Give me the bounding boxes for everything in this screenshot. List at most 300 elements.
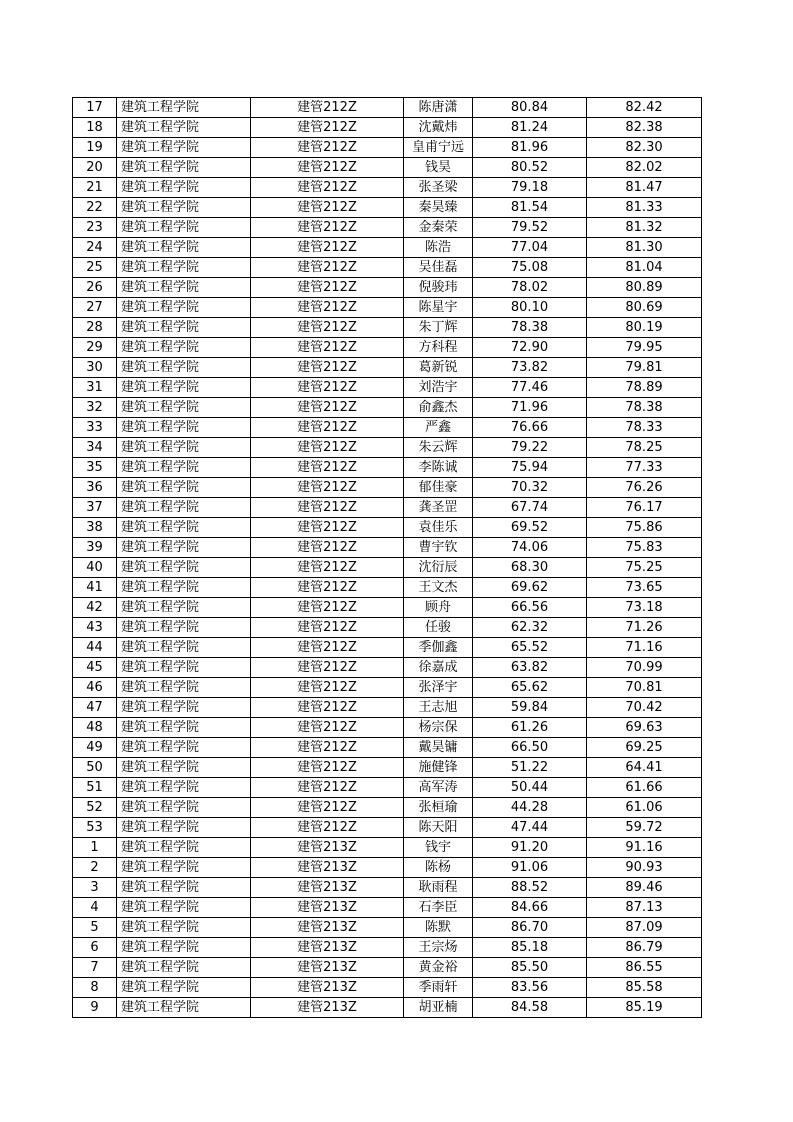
class-cell: 建管212Z — [251, 418, 404, 438]
table-row — [73, 858, 702, 878]
total-score-cell: 81.47 — [587, 178, 702, 198]
college-cell: 建筑工程学院 — [117, 778, 251, 798]
student-name-cell: 石李臣 — [404, 898, 473, 918]
college-cell: 建筑工程学院 — [117, 398, 251, 418]
class-cell: 建管212Z — [251, 318, 404, 338]
class-cell: 建管213Z — [251, 938, 404, 958]
student-name-cell: 陈唐潇 — [404, 98, 473, 118]
college-cell: 建筑工程学院 — [117, 658, 251, 678]
total-score-cell: 61.06 — [587, 798, 702, 818]
total-score-cell: 75.83 — [587, 538, 702, 558]
rank-cell: 25 — [73, 258, 117, 278]
class-cell: 建管212Z — [251, 818, 404, 838]
score-cell: 77.04 — [473, 238, 587, 258]
college-cell: 建筑工程学院 — [117, 458, 251, 478]
rank-cell: 53 — [73, 818, 117, 838]
table-row — [73, 158, 702, 178]
total-score-cell: 61.66 — [587, 778, 702, 798]
rank-cell: 38 — [73, 518, 117, 538]
class-cell: 建管212Z — [251, 718, 404, 738]
college-cell: 建筑工程学院 — [117, 918, 251, 938]
rank-cell: 49 — [73, 738, 117, 758]
score-cell: 75.94 — [473, 458, 587, 478]
table-row — [73, 198, 702, 218]
class-cell: 建管212Z — [251, 638, 404, 658]
rank-cell: 18 — [73, 118, 117, 138]
college-cell: 建筑工程学院 — [117, 478, 251, 498]
student-name-cell: 黄金裕 — [404, 958, 473, 978]
table-row — [73, 938, 702, 958]
score-cell: 85.18 — [473, 938, 587, 958]
rank-cell: 44 — [73, 638, 117, 658]
score-cell: 66.50 — [473, 738, 587, 758]
college-cell: 建筑工程学院 — [117, 138, 251, 158]
table-row — [73, 258, 702, 278]
rank-cell: 20 — [73, 158, 117, 178]
score-cell: 81.96 — [473, 138, 587, 158]
student-name-cell: 葛新锐 — [404, 358, 473, 378]
score-cell: 88.52 — [473, 878, 587, 898]
college-cell: 建筑工程学院 — [117, 518, 251, 538]
class-cell: 建管213Z — [251, 878, 404, 898]
college-cell: 建筑工程学院 — [117, 838, 251, 858]
score-cell: 75.08 — [473, 258, 587, 278]
score-cell: 84.58 — [473, 998, 587, 1018]
score-cell: 86.70 — [473, 918, 587, 938]
college-cell: 建筑工程学院 — [117, 178, 251, 198]
total-score-cell: 71.26 — [587, 618, 702, 638]
class-cell: 建管212Z — [251, 138, 404, 158]
class-cell: 建管212Z — [251, 398, 404, 418]
class-cell: 建管212Z — [251, 658, 404, 678]
student-name-cell: 王志旭 — [404, 698, 473, 718]
rank-cell: 34 — [73, 438, 117, 458]
score-cell: 85.50 — [473, 958, 587, 978]
class-cell: 建管213Z — [251, 858, 404, 878]
rank-cell: 5 — [73, 918, 117, 938]
class-cell: 建管213Z — [251, 998, 404, 1018]
table-row — [73, 218, 702, 238]
total-score-cell: 81.30 — [587, 238, 702, 258]
college-cell: 建筑工程学院 — [117, 418, 251, 438]
score-cell: 65.62 — [473, 678, 587, 698]
class-cell: 建管212Z — [251, 798, 404, 818]
table-row — [73, 738, 702, 758]
rank-cell: 23 — [73, 218, 117, 238]
class-cell: 建管212Z — [251, 198, 404, 218]
score-cell: 50.44 — [473, 778, 587, 798]
college-cell: 建筑工程学院 — [117, 198, 251, 218]
class-cell: 建管213Z — [251, 978, 404, 998]
rank-cell: 26 — [73, 278, 117, 298]
college-cell: 建筑工程学院 — [117, 258, 251, 278]
table-row — [73, 378, 702, 398]
student-name-cell: 高军涛 — [404, 778, 473, 798]
college-cell: 建筑工程学院 — [117, 818, 251, 838]
table-row — [73, 798, 702, 818]
rank-cell: 31 — [73, 378, 117, 398]
score-cell: 70.32 — [473, 478, 587, 498]
student-name-cell: 曹宇钦 — [404, 538, 473, 558]
table-row — [73, 438, 702, 458]
table-row — [73, 998, 702, 1018]
rank-cell: 6 — [73, 938, 117, 958]
college-cell: 建筑工程学院 — [117, 558, 251, 578]
class-cell: 建管212Z — [251, 158, 404, 178]
class-cell: 建管212Z — [251, 478, 404, 498]
rank-cell: 45 — [73, 658, 117, 678]
total-score-cell: 59.72 — [587, 818, 702, 838]
college-cell: 建筑工程学院 — [117, 118, 251, 138]
class-cell: 建管212Z — [251, 378, 404, 398]
total-score-cell: 69.25 — [587, 738, 702, 758]
score-cell: 76.66 — [473, 418, 587, 438]
total-score-cell: 78.89 — [587, 378, 702, 398]
rank-cell: 41 — [73, 578, 117, 598]
college-cell: 建筑工程学院 — [117, 738, 251, 758]
table-row — [73, 398, 702, 418]
score-cell: 47.44 — [473, 818, 587, 838]
student-name-cell: 钱昊 — [404, 158, 473, 178]
student-name-cell: 陈默 — [404, 918, 473, 938]
class-cell: 建管212Z — [251, 238, 404, 258]
rank-cell: 4 — [73, 898, 117, 918]
total-score-cell: 82.30 — [587, 138, 702, 158]
college-cell: 建筑工程学院 — [117, 698, 251, 718]
rank-cell: 36 — [73, 478, 117, 498]
total-score-cell: 82.38 — [587, 118, 702, 138]
score-cell: 77.46 — [473, 378, 587, 398]
table-row — [73, 478, 702, 498]
rank-cell: 27 — [73, 298, 117, 318]
score-cell: 80.84 — [473, 98, 587, 118]
student-name-cell: 刘浩宇 — [404, 378, 473, 398]
class-cell: 建管212Z — [251, 758, 404, 778]
student-name-cell: 戴昊镛 — [404, 738, 473, 758]
student-name-cell: 朱云辉 — [404, 438, 473, 458]
class-cell: 建管213Z — [251, 898, 404, 918]
score-cell: 69.52 — [473, 518, 587, 538]
table-row — [73, 978, 702, 998]
college-cell: 建筑工程学院 — [117, 298, 251, 318]
rank-cell: 17 — [73, 98, 117, 118]
rank-cell: 9 — [73, 998, 117, 1018]
rank-cell: 29 — [73, 338, 117, 358]
class-cell: 建管212Z — [251, 698, 404, 718]
table-row — [73, 558, 702, 578]
total-score-cell: 80.89 — [587, 278, 702, 298]
student-name-cell: 徐嘉成 — [404, 658, 473, 678]
college-cell: 建筑工程学院 — [117, 318, 251, 338]
student-name-cell: 沈衍辰 — [404, 558, 473, 578]
college-cell: 建筑工程学院 — [117, 158, 251, 178]
total-score-cell: 87.13 — [587, 898, 702, 918]
table-row — [73, 98, 702, 118]
total-score-cell: 70.99 — [587, 658, 702, 678]
total-score-cell: 86.79 — [587, 938, 702, 958]
college-cell: 建筑工程学院 — [117, 358, 251, 378]
total-score-cell: 70.81 — [587, 678, 702, 698]
table-row — [73, 538, 702, 558]
table-row — [73, 898, 702, 918]
table-row — [73, 458, 702, 478]
student-name-cell: 吴佳磊 — [404, 258, 473, 278]
rank-cell: 30 — [73, 358, 117, 378]
class-cell: 建管212Z — [251, 218, 404, 238]
class-cell: 建管212Z — [251, 778, 404, 798]
score-cell: 44.28 — [473, 798, 587, 818]
rank-cell: 33 — [73, 418, 117, 438]
total-score-cell: 69.63 — [587, 718, 702, 738]
class-cell: 建管212Z — [251, 358, 404, 378]
student-name-cell: 陈杨 — [404, 858, 473, 878]
college-cell: 建筑工程学院 — [117, 598, 251, 618]
score-cell: 68.30 — [473, 558, 587, 578]
total-score-cell: 85.58 — [587, 978, 702, 998]
score-cell: 81.24 — [473, 118, 587, 138]
student-name-cell: 倪骏玮 — [404, 278, 473, 298]
class-cell: 建管212Z — [251, 298, 404, 318]
class-cell: 建管212Z — [251, 518, 404, 538]
student-name-cell: 杨宗保 — [404, 718, 473, 738]
total-score-cell: 81.33 — [587, 198, 702, 218]
rank-cell: 21 — [73, 178, 117, 198]
college-cell: 建筑工程学院 — [117, 878, 251, 898]
total-score-cell: 78.38 — [587, 398, 702, 418]
student-name-cell: 王宗炀 — [404, 938, 473, 958]
rank-cell: 19 — [73, 138, 117, 158]
table-row — [73, 778, 702, 798]
class-cell: 建管212Z — [251, 498, 404, 518]
total-score-cell: 73.18 — [587, 598, 702, 618]
college-cell: 建筑工程学院 — [117, 618, 251, 638]
class-cell: 建管212Z — [251, 618, 404, 638]
table-row — [73, 178, 702, 198]
total-score-cell: 80.69 — [587, 298, 702, 318]
student-name-cell: 顾舟 — [404, 598, 473, 618]
score-cell: 79.52 — [473, 218, 587, 238]
table-row — [73, 878, 702, 898]
score-cell: 63.82 — [473, 658, 587, 678]
rank-cell: 46 — [73, 678, 117, 698]
student-name-cell: 朱丁辉 — [404, 318, 473, 338]
student-name-cell: 龚圣罡 — [404, 498, 473, 518]
student-name-cell: 皇甫宁远 — [404, 138, 473, 158]
total-score-cell: 76.17 — [587, 498, 702, 518]
student-name-cell: 李陈诚 — [404, 458, 473, 478]
total-score-cell: 71.16 — [587, 638, 702, 658]
score-table-body — [73, 98, 702, 1018]
rank-cell: 40 — [73, 558, 117, 578]
table-row — [73, 118, 702, 138]
table-row — [73, 658, 702, 678]
total-score-cell: 81.32 — [587, 218, 702, 238]
rank-cell: 3 — [73, 878, 117, 898]
college-cell: 建筑工程学院 — [117, 898, 251, 918]
rank-cell: 39 — [73, 538, 117, 558]
rank-cell: 1 — [73, 838, 117, 858]
student-name-cell: 陈天阳 — [404, 818, 473, 838]
student-name-cell: 任骏 — [404, 618, 473, 638]
rank-cell: 22 — [73, 198, 117, 218]
total-score-cell: 76.26 — [587, 478, 702, 498]
college-cell: 建筑工程学院 — [117, 278, 251, 298]
college-cell: 建筑工程学院 — [117, 798, 251, 818]
table-row — [73, 358, 702, 378]
total-score-cell: 78.33 — [587, 418, 702, 438]
student-name-cell: 季伽鑫 — [404, 638, 473, 658]
rank-cell: 8 — [73, 978, 117, 998]
rank-cell: 47 — [73, 698, 117, 718]
score-cell: 65.52 — [473, 638, 587, 658]
table-row — [73, 578, 702, 598]
table-row — [73, 298, 702, 318]
score-cell: 78.38 — [473, 318, 587, 338]
class-cell: 建管213Z — [251, 838, 404, 858]
student-name-cell: 张泽宇 — [404, 678, 473, 698]
class-cell: 建管212Z — [251, 178, 404, 198]
student-name-cell: 耿雨程 — [404, 878, 473, 898]
college-cell: 建筑工程学院 — [117, 218, 251, 238]
college-cell: 建筑工程学院 — [117, 978, 251, 998]
score-cell: 62.32 — [473, 618, 587, 638]
table-row — [73, 818, 702, 838]
student-name-cell: 俞鑫杰 — [404, 398, 473, 418]
table-row — [73, 318, 702, 338]
rank-cell: 42 — [73, 598, 117, 618]
total-score-cell: 73.65 — [587, 578, 702, 598]
table-row — [73, 498, 702, 518]
student-name-cell: 袁佳乐 — [404, 518, 473, 538]
rank-cell: 52 — [73, 798, 117, 818]
student-name-cell: 郁佳豪 — [404, 478, 473, 498]
student-name-cell: 方科程 — [404, 338, 473, 358]
college-cell: 建筑工程学院 — [117, 758, 251, 778]
total-score-cell: 86.55 — [587, 958, 702, 978]
college-cell: 建筑工程学院 — [117, 998, 251, 1018]
table-row — [73, 838, 702, 858]
college-cell: 建筑工程学院 — [117, 538, 251, 558]
score-cell: 74.06 — [473, 538, 587, 558]
score-cell: 66.56 — [473, 598, 587, 618]
rank-cell: 32 — [73, 398, 117, 418]
score-cell: 78.02 — [473, 278, 587, 298]
total-score-cell: 87.09 — [587, 918, 702, 938]
rank-cell: 51 — [73, 778, 117, 798]
total-score-cell: 79.81 — [587, 358, 702, 378]
student-name-cell: 张圣梁 — [404, 178, 473, 198]
class-cell: 建管212Z — [251, 98, 404, 118]
table-row — [73, 618, 702, 638]
college-cell: 建筑工程学院 — [117, 678, 251, 698]
table-row — [73, 638, 702, 658]
total-score-cell: 82.02 — [587, 158, 702, 178]
total-score-cell: 82.42 — [587, 98, 702, 118]
score-cell: 91.06 — [473, 858, 587, 878]
total-score-cell: 80.19 — [587, 318, 702, 338]
score-cell: 73.82 — [473, 358, 587, 378]
total-score-cell: 78.25 — [587, 438, 702, 458]
student-name-cell: 严鑫 — [404, 418, 473, 438]
class-cell: 建管212Z — [251, 678, 404, 698]
college-cell: 建筑工程学院 — [117, 858, 251, 878]
score-cell: 79.18 — [473, 178, 587, 198]
student-name-cell: 沈戴炜 — [404, 118, 473, 138]
rank-cell: 28 — [73, 318, 117, 338]
college-cell: 建筑工程学院 — [117, 378, 251, 398]
student-name-cell: 胡亚楠 — [404, 998, 473, 1018]
total-score-cell: 89.46 — [587, 878, 702, 898]
class-cell: 建管212Z — [251, 738, 404, 758]
total-score-cell: 91.16 — [587, 838, 702, 858]
student-name-cell: 季雨轩 — [404, 978, 473, 998]
class-cell: 建管213Z — [251, 958, 404, 978]
class-cell: 建管212Z — [251, 338, 404, 358]
score-table — [72, 97, 702, 1018]
table-row — [73, 338, 702, 358]
table-row — [73, 698, 702, 718]
class-cell: 建管213Z — [251, 918, 404, 938]
total-score-cell: 75.86 — [587, 518, 702, 538]
total-score-cell: 64.41 — [587, 758, 702, 778]
total-score-cell: 75.25 — [587, 558, 702, 578]
student-name-cell: 王文杰 — [404, 578, 473, 598]
table-row — [73, 598, 702, 618]
table-row — [73, 518, 702, 538]
score-cell: 80.10 — [473, 298, 587, 318]
class-cell: 建管212Z — [251, 118, 404, 138]
total-score-cell: 85.19 — [587, 998, 702, 1018]
class-cell: 建管212Z — [251, 438, 404, 458]
score-cell: 79.22 — [473, 438, 587, 458]
college-cell: 建筑工程学院 — [117, 238, 251, 258]
score-cell: 51.22 — [473, 758, 587, 778]
score-cell: 83.56 — [473, 978, 587, 998]
class-cell: 建管212Z — [251, 578, 404, 598]
college-cell: 建筑工程学院 — [117, 98, 251, 118]
college-cell: 建筑工程学院 — [117, 438, 251, 458]
total-score-cell: 81.04 — [587, 258, 702, 278]
college-cell: 建筑工程学院 — [117, 578, 251, 598]
total-score-cell: 79.95 — [587, 338, 702, 358]
college-cell: 建筑工程学院 — [117, 938, 251, 958]
student-name-cell: 施健锋 — [404, 758, 473, 778]
college-cell: 建筑工程学院 — [117, 498, 251, 518]
score-cell: 72.90 — [473, 338, 587, 358]
student-name-cell: 钱宇 — [404, 838, 473, 858]
score-cell: 59.84 — [473, 698, 587, 718]
student-name-cell: 张桓瑜 — [404, 798, 473, 818]
score-cell: 61.26 — [473, 718, 587, 738]
class-cell: 建管212Z — [251, 558, 404, 578]
table-row — [73, 678, 702, 698]
rank-cell: 37 — [73, 498, 117, 518]
college-cell: 建筑工程学院 — [117, 958, 251, 978]
table-row — [73, 138, 702, 158]
score-cell: 91.20 — [473, 838, 587, 858]
class-cell: 建管212Z — [251, 258, 404, 278]
total-score-cell: 90.93 — [587, 858, 702, 878]
rank-cell: 43 — [73, 618, 117, 638]
student-name-cell: 陈浩 — [404, 238, 473, 258]
score-cell: 81.54 — [473, 198, 587, 218]
rank-cell: 48 — [73, 718, 117, 738]
table-row — [73, 418, 702, 438]
score-cell: 69.62 — [473, 578, 587, 598]
total-score-cell: 70.42 — [587, 698, 702, 718]
score-cell: 67.74 — [473, 498, 587, 518]
table-row — [73, 238, 702, 258]
